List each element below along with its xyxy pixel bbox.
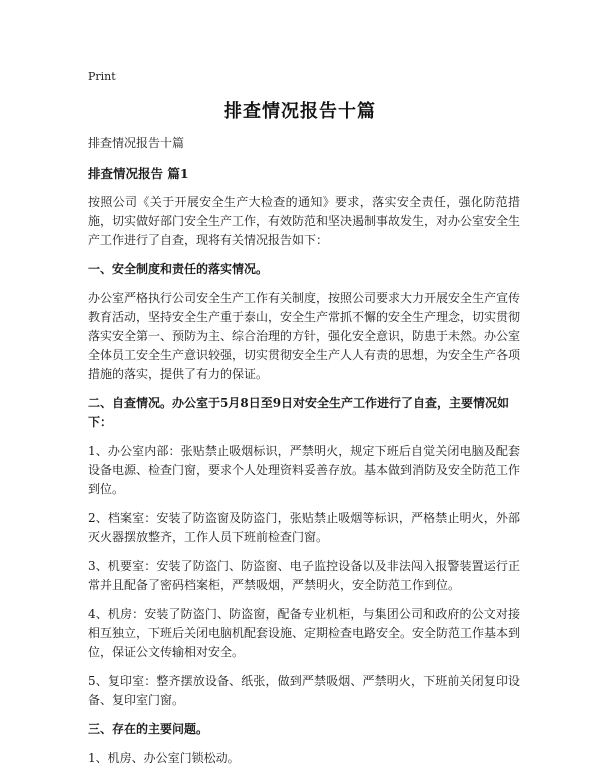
document-body xyxy=(88,134,520,778)
list-item-2: 2、档案室：安装了防盗窗及防盗门，张贴禁止吸烟等标识，严格禁止明火，外部灭火器摆放整齐，工作人员下班前检查门窗。 xyxy=(88,511,520,544)
document-subtitle: 排查情况报告十篇 xyxy=(88,136,185,150)
paragraph-1: 办公室严格执行公司安全生产工作有关制度，按照公司要求大力开展安全生产宣传教育活动，坚持安全生产重于泰山，安全生产常抓不懈的安全生产理念，切实贯彻落实安全第一、预防为主、综合治理的方针，强化安全意识，防患于未然。办公室全体员工安全生产意识较强，切实贯彻安全生产人人有责的思想，为安全生产各项措施的落实，提供了有力的保证。 xyxy=(88,291,521,381)
list-item-4: 4、机房：安装了防盗门、防盗窗，配备专业机柜，与集团公司和政府的公文对接相互独立，下班后关闭电脑机配套设施、定期检查电路安全。安全防范工作基本到位，保证公文传输相对安全。 xyxy=(88,607,521,659)
heading-2: 二、自查情况。办公室于5月8日至9日对安全生产工作进行了自查，主要情况如下： xyxy=(88,396,510,429)
section-heading: 排查情况报告 篇1 xyxy=(88,166,189,181)
heading-3: 三、存在的主要问题。 xyxy=(88,722,209,736)
list-item-1: 1、办公室内部：张贴禁止吸烟标识，严禁明火，规定下班后自觉关闭电脑及配套设备电源、检查门窗，要求个人处理资料妥善存放。基本做到消防及安全防范工作到位。 xyxy=(88,444,521,496)
print-link[interactable]: Print xyxy=(88,70,116,83)
intro-paragraph: 按照公司《关于开展安全生产大检查的通知》要求，落实安全责任，强化防范措施，切实做好部门安全生产工作，有效防范和坚决遏制事故发生，对办公室安全生产工作进行了自查，现将有关情况报告如下： xyxy=(88,195,521,247)
list-item-6: 1、机房、办公室门锁松动。 xyxy=(88,751,240,765)
document-title: 排查情况报告十篇 xyxy=(224,101,376,122)
heading-1: 一、安全制度和责任的落实情况。 xyxy=(88,262,269,276)
list-item-3: 3、机要室：安装了防盗门、防盗窗、电子监控设备以及非法闯入报警装置运行正常并且配备了密码档案柜，严禁吸烟，严禁明火，安全防范工作到位。 xyxy=(88,559,520,592)
list-item-5: 5、复印室：整齐摆放设备、纸张，做到严禁吸烟、严禁明火，下班前关闭复印设备、复印室门窗。 xyxy=(88,674,520,707)
